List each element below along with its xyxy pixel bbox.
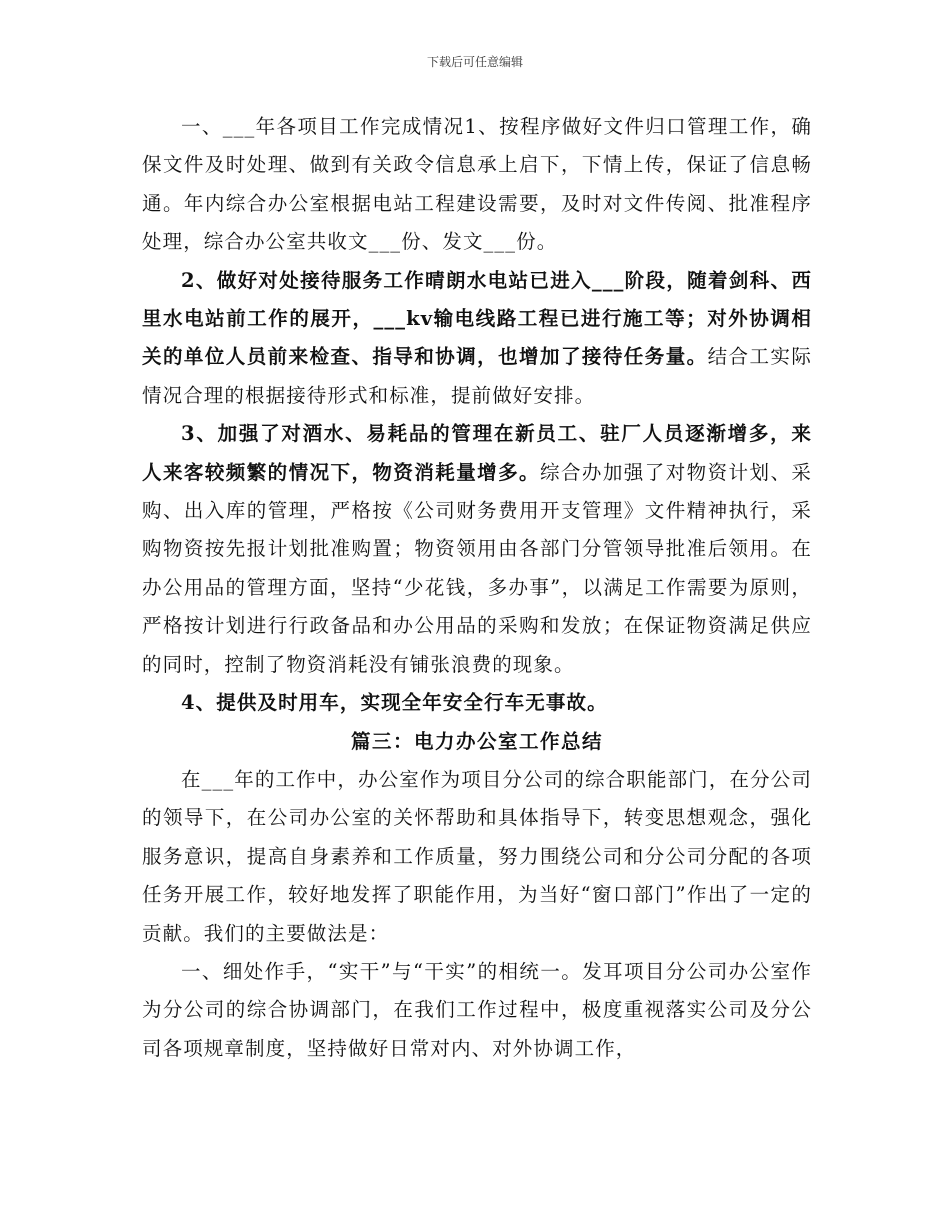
paragraph-4-heading: 4、提供及时用车，实现全年安全行车无事故。 <box>181 691 608 715</box>
section-paragraph-2-text: 一、细处作手，“实干”与“干实”的相统一。发耳项目分公司办公室作为分公司的综合协调部门，在我们工作过程中，极度重视落实公司及分公司各项规章制度，坚持做好日常对内、对外协调工作， <box>142 959 812 1060</box>
section-title: 篇三：电力办公室工作总结 <box>350 729 603 753</box>
section-paragraph-1-text: 在___年的工作中，办公室作为项目分公司的综合职能部门，在分公司的领导下，在公司办公室的关怀帮助和具体指导下，转变思想观念，强化服务意识，提高自身素养和工作质量，努力围绕公司和分公司分配的各项任务开展工作，较好地发挥了职能作用，为当好“窗口部门”作出了一定的贡献。我们的主要做法是： <box>142 767 812 945</box>
paragraph-3-text: 综合办加强了对物资计划、采购、出入库的管理，严格按《公司财务费用开支管理》文件精神执行，采购物资按先报计划批准购置；物资领用由各部门分管领导批准后领用。在办公用品的管理方面，坚持“少花钱，多办事”，以满足工作需要为原则，严格按计划进行行政备品和办公用品的采购和发放；在保证物资满足供应的同时，控制了物资消耗没有铺张浪费的现象。 <box>142 460 812 676</box>
section-paragraph-2 <box>142 953 812 1068</box>
document-body <box>142 108 812 1068</box>
page-header-note: 下载后可任意编辑 <box>426 55 523 69</box>
paragraph-2-heading: 2、做好对处接待服务工作晴朗水电站已进入___阶段，随着剑科、西里水电站前工作的展开，___kv输电线路工程已进行施工等；对外协调相关的单位人员前来检查、指导和协调，也增加了接待任务量。 <box>142 268 812 369</box>
section-paragraph-1 <box>142 761 812 953</box>
paragraph-4 <box>142 684 812 722</box>
paragraph-1-text: 一、___年各项目工作完成情况1、按程序做好文件归口管理工作，确保文件及时处理、做到有关政令信息承上启下，下情上传，保证了信息畅通。年内综合办公室根据电站工程建设需要，及时对文件传阅、批准程序处理，综合办公室共收文___份、发文___份。 <box>142 115 812 254</box>
paragraph-3 <box>142 415 812 684</box>
paragraph-1 <box>142 108 812 262</box>
paragraph-3-heading: 3、加强了对酒水、易耗品的管理在新员工、驻厂人员逐渐增多，来人来客较频繁的情况下，物资消耗量增多。 <box>142 422 812 484</box>
paragraph-2-text: 结合工实际情况合理的根据接待形式和标准，提前做好安排。 <box>142 345 812 407</box>
paragraph-2 <box>142 262 812 416</box>
